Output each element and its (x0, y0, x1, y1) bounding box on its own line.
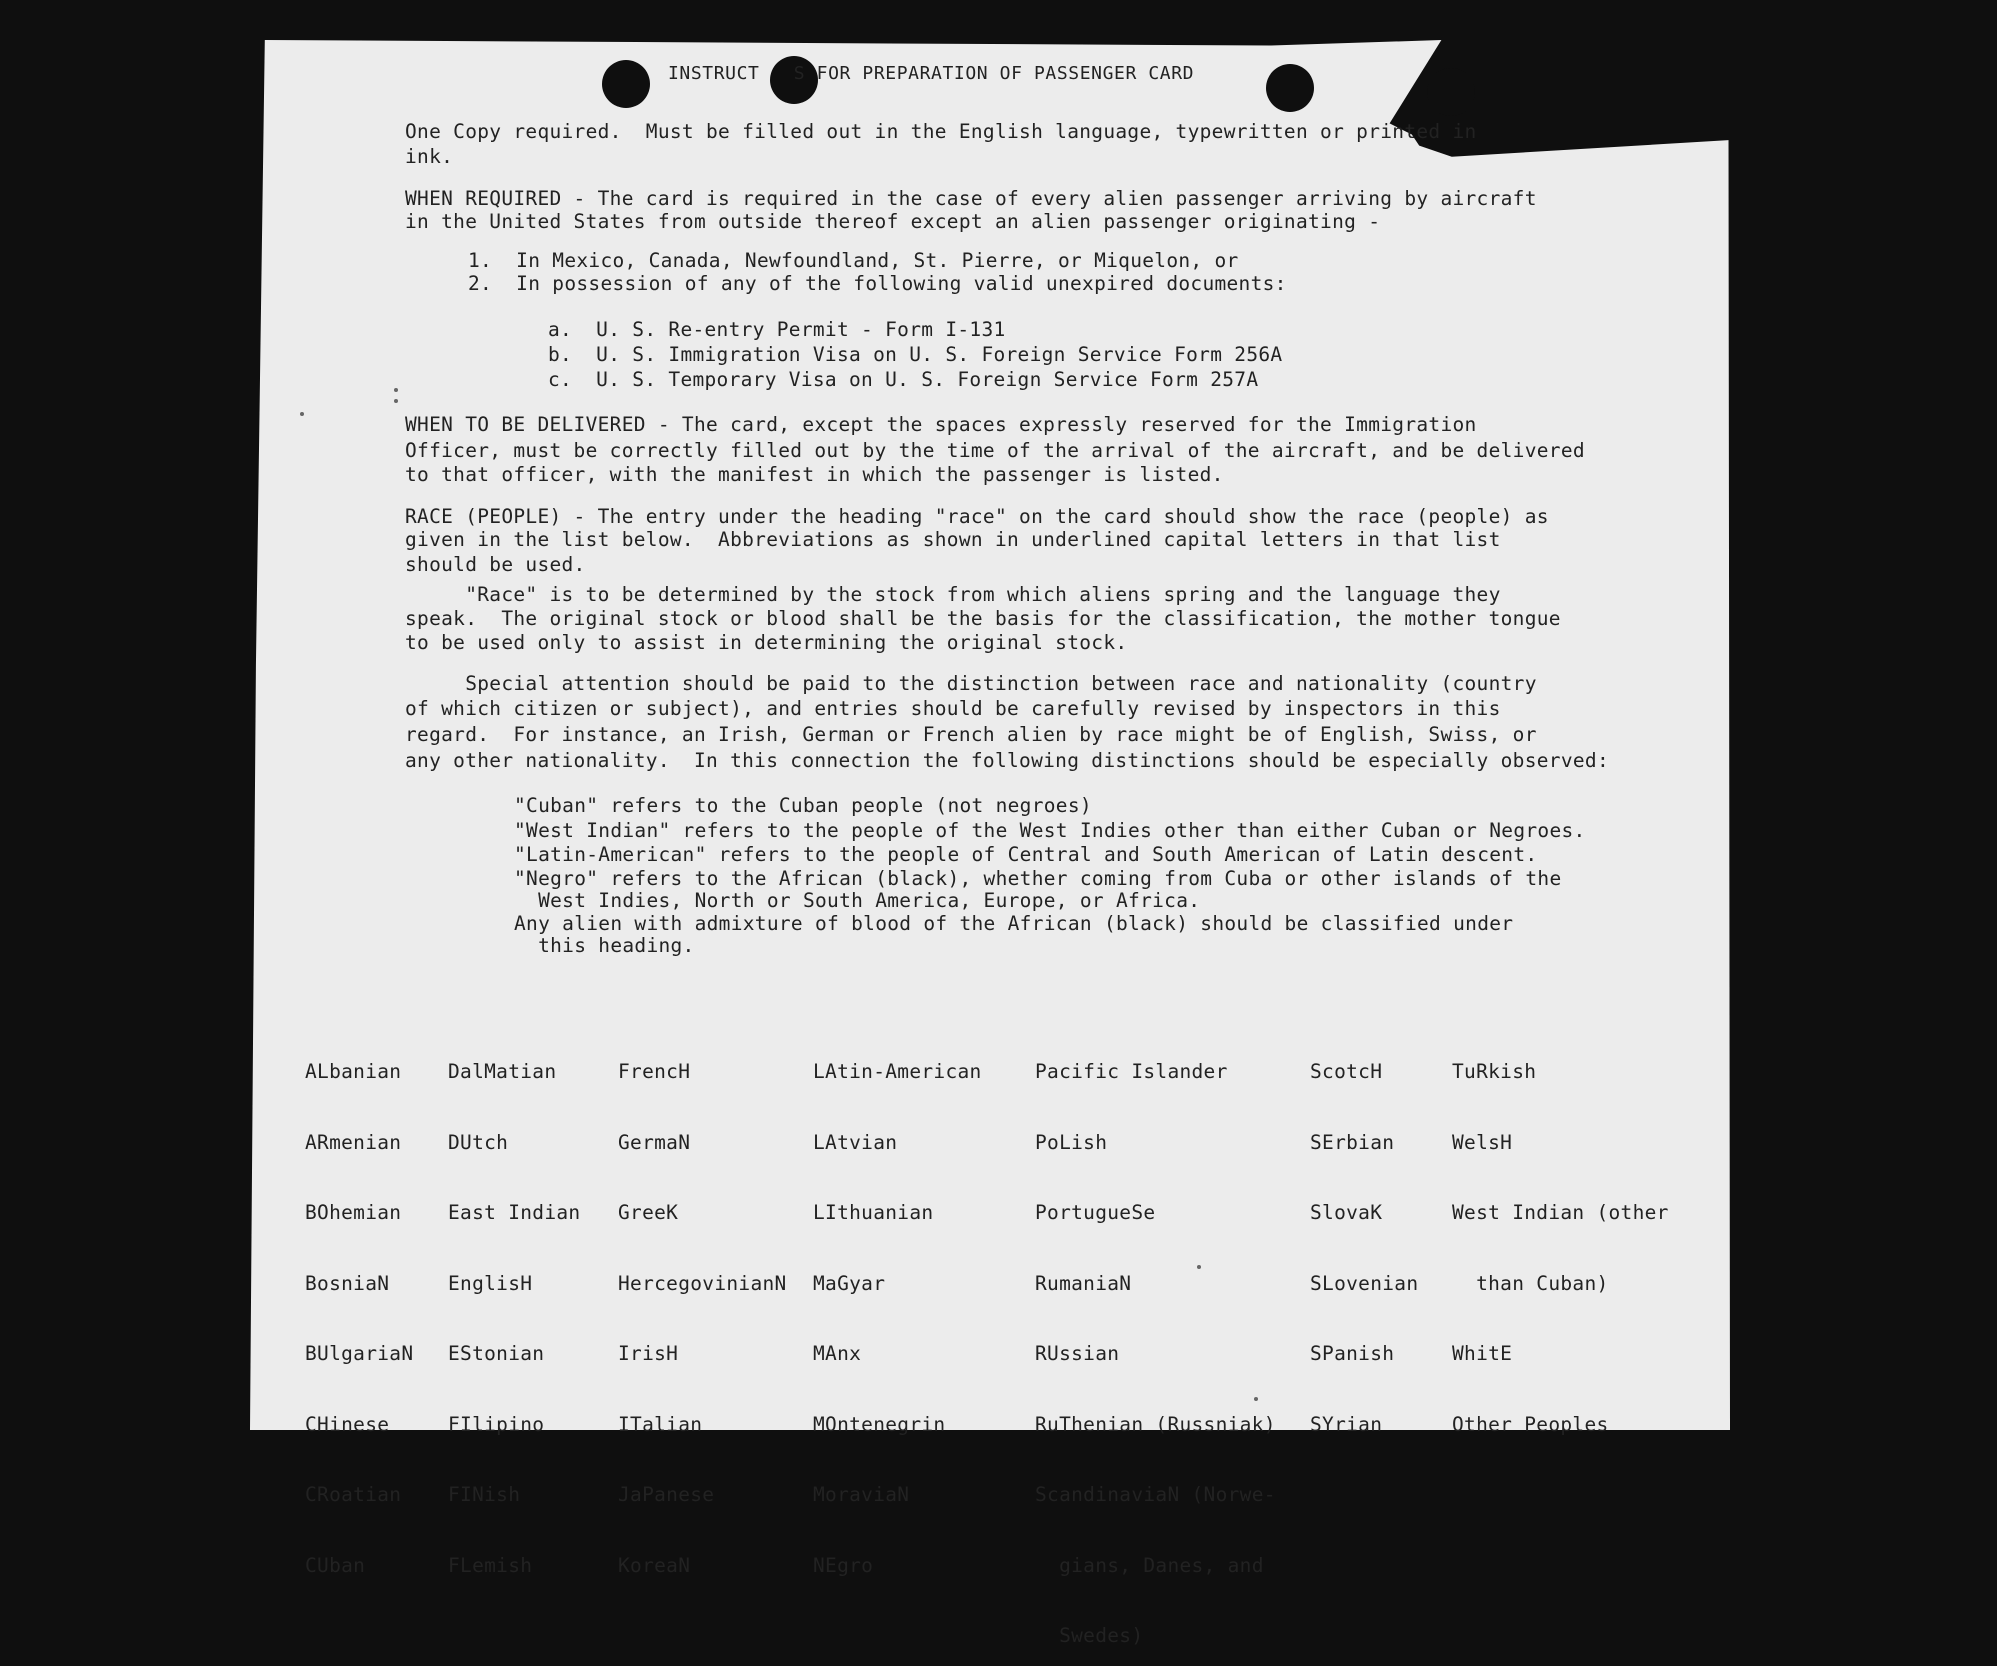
race-list-item: BosniaN (305, 1271, 390, 1295)
race-list-item: West Indian (other (1452, 1201, 1669, 1224)
race-list-item: EStonian (448, 1342, 545, 1365)
race-list-item: FIlipino (448, 1412, 545, 1436)
scan-speck (394, 399, 398, 403)
race-list-item: IrisH (618, 1342, 679, 1365)
punch-hole-4 (1427, 68, 1475, 116)
race-list-column-4 (813, 1013, 982, 1624)
distinction-line-4: "Negro" refers to the African (black), whether coming from Cuba or other islands of the (514, 867, 1562, 890)
lettered-item-b: b. U. S. Immigration Visa on U. S. Foreign Service Form 256A (548, 343, 1283, 366)
distinction-line-6: Any alien with admixture of blood of the African (black) should be classified under (514, 912, 1514, 935)
intro-line-2: ink. (405, 145, 454, 168)
intro-line-1: One Copy required. Must be filled out in the English language, typewritten or printed in (405, 120, 1477, 143)
race-list-item: ScandinaviaN (Norwe- (1035, 1483, 1276, 1506)
race-list-column-1 (305, 1013, 413, 1624)
race-list-item: LAtin-American (813, 1060, 982, 1083)
race-list-item: MoraviaN (813, 1483, 910, 1506)
race-list-item: SPanish (1310, 1342, 1395, 1365)
distinction-line-1: "Cuban" refers to the Cuban people (not negroes) (514, 794, 1092, 817)
race-list-item: CHinese (305, 1412, 390, 1436)
race-list-item: LIthuanian (813, 1201, 934, 1224)
race-list-item: FINish (448, 1483, 521, 1506)
race-determined-line-1: "Race" is to be determined by the stock from which aliens spring and the language they (405, 583, 1501, 606)
race-list-item: ITalian (618, 1412, 703, 1436)
when-delivered-line-2: Officer, must be correctly filled out by the time of the arrival of the aircraft, and be delivered (405, 439, 1585, 462)
race-list-item: Pacific Islander (1035, 1060, 1228, 1083)
race-list-item: WhitE (1452, 1342, 1513, 1365)
race-determined-line-2: speak. The original stock or blood shall be the basis for the classification, the mother tongue (405, 607, 1561, 630)
race-list-item: DUtch (448, 1130, 509, 1154)
race-list-item: HercegovinianN (618, 1271, 787, 1295)
numbered-item-2: 2. In possession of any of the following valid unexpired documents: (468, 272, 1287, 295)
punch-hole-3 (1266, 64, 1314, 112)
race-list-item: SlovaK (1310, 1201, 1383, 1224)
race-list-item: GreeK (618, 1201, 679, 1224)
race-list-item: JaPanese (618, 1483, 715, 1506)
scan-speck (394, 388, 398, 392)
race-list-item: PoLish (1035, 1130, 1108, 1154)
race-list-item: EnglisH (448, 1271, 533, 1295)
race-list-column-2 (448, 1013, 580, 1624)
when-required-line-1: WHEN REQUIRED - The card is required in the case of every alien passenger arriving by aircraft (405, 187, 1537, 210)
special-line-1: Special attention should be paid to the distinction between race and nationality (country (405, 672, 1537, 695)
when-delivered-line-1: WHEN TO BE DELIVERED - The card, except the spaces expressly reserved for the Immigration (405, 413, 1477, 436)
scan-speck (1197, 1265, 1201, 1269)
special-line-3: regard. For instance, an Irish, German or French alien by race might be of English, Swiss, or (405, 723, 1537, 746)
race-list-item: gians, Danes, and (1035, 1553, 1264, 1577)
when-delivered-line-3: to that officer, with the manifest in which the passenger is listed. (405, 463, 1224, 486)
race-list-item: RumaniaN (1035, 1271, 1132, 1295)
race-list-item: LAtvian (813, 1130, 898, 1154)
lettered-item-c: c. U. S. Temporary Visa on U. S. Foreign Service Form 257A (548, 368, 1259, 391)
race-list-item: KoreaN (618, 1553, 691, 1577)
when-required-line-2: in the United States from outside thereof except an alien passenger originating - (405, 210, 1381, 233)
race-list-item: WelsH (1452, 1130, 1513, 1154)
race-list-item: ALbanian (305, 1060, 402, 1083)
race-list-item: FrencH (618, 1060, 691, 1083)
special-line-2: of which citizen or subject), and entries should be carefully revised by inspectors in this (405, 697, 1501, 720)
document-title: INSTRUCT S FOR PREPARATION OF PASSENGER CARD (668, 63, 1195, 84)
race-list-item: ScotcH (1310, 1060, 1383, 1083)
race-list-item: PortugueSe (1035, 1201, 1156, 1224)
race-list-item: SYrian (1310, 1412, 1383, 1436)
race-list-item: CUban (305, 1553, 366, 1577)
distinction-line-3: "Latin-American" refers to the people of Central and South American of Latin descent. (514, 843, 1538, 866)
race-list-item: than Cuban) (1452, 1271, 1609, 1295)
race-list-column-7 (1452, 1013, 1669, 1483)
race-list-item: ARmenian (305, 1130, 402, 1154)
distinction-line-7: this heading. (514, 934, 695, 957)
scan-speck (300, 412, 304, 416)
race-determined-line-3: to be used only to assist in determining the original stock. (405, 631, 1128, 654)
race-list-column-3 (618, 1013, 787, 1624)
special-line-4: any other nationality. In this connection the following distinctions should be especially observed: (405, 749, 1609, 772)
race-list-item: Swedes) (1035, 1624, 1144, 1647)
race-list-item: SErbian (1310, 1130, 1395, 1154)
race-list-item: RuThenian (Russniak) (1035, 1412, 1276, 1436)
race-list-item: MaGyar (813, 1271, 886, 1295)
race-list-item: East Indian (448, 1201, 581, 1224)
lettered-item-a: a. U. S. Re-entry Permit - Form I-131 (548, 318, 1006, 341)
race-list-item: SLovenian (1310, 1271, 1419, 1295)
punch-hole-1 (602, 60, 650, 108)
race-line-3: should be used. (405, 553, 586, 576)
race-list-item: MAnx (813, 1342, 862, 1365)
scan-speck (1254, 1397, 1258, 1401)
race-list-item: FLemish (448, 1553, 533, 1577)
race-list-item: BOhemian (305, 1201, 402, 1224)
race-list-item: CRoatian (305, 1483, 402, 1506)
race-list-item: Other Peoples (1452, 1412, 1609, 1436)
race-line-1: RACE (PEOPLE) - The entry under the heading "race" on the card should show the race (people) as (405, 505, 1549, 528)
race-list-item: BUlgariaN (305, 1342, 414, 1365)
distinction-line-2: "West Indian" refers to the people of the West Indies other than either Cuban or Negroes. (514, 819, 1586, 842)
race-list-column-6 (1310, 1013, 1418, 1483)
race-list-column-5 (1035, 1013, 1276, 1666)
race-list-item: NEgro (813, 1553, 874, 1577)
race-list-item: TuRkish (1452, 1060, 1537, 1083)
race-list-item: GermaN (618, 1130, 691, 1154)
race-list-item: DalMatian (448, 1060, 557, 1083)
numbered-item-1: 1. In Mexico, Canada, Newfoundland, St. Pierre, or Miquelon, or (468, 249, 1239, 272)
distinction-line-5: West Indies, North or South America, Europe, or Africa. (514, 889, 1201, 912)
race-list-item: RUssian (1035, 1342, 1120, 1365)
race-line-2: given in the list below. Abbreviations as shown in underlined capital letters in that list (405, 528, 1501, 551)
race-list-item: MOntenegrin (813, 1412, 946, 1436)
